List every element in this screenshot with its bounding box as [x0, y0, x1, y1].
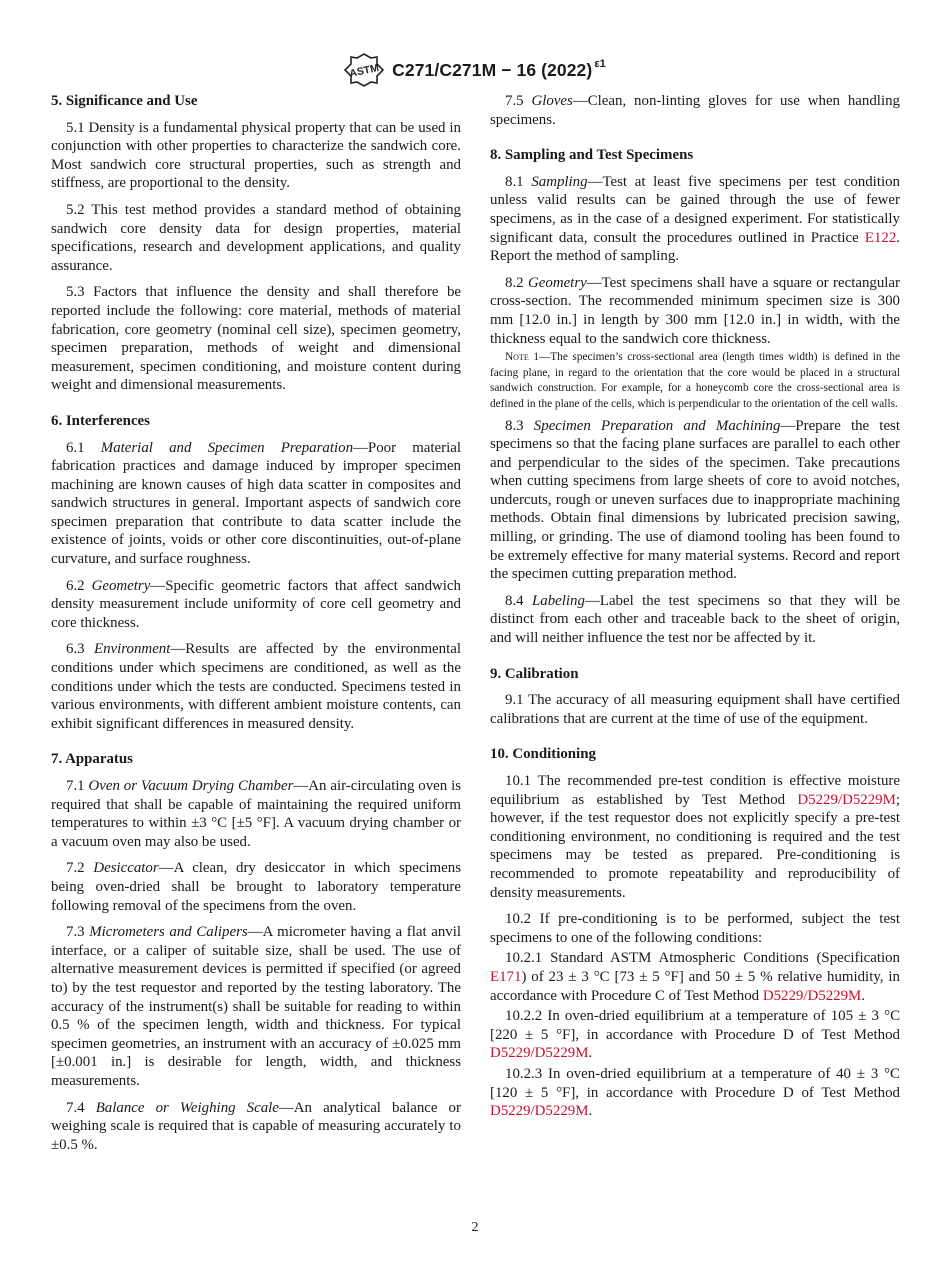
page-number: 2 [471, 1220, 479, 1235]
para-10-2-3: 10.2.3 In oven-dried equilibrium at a temperature of 40 ± 3 °C [120 ± 5 °F], in accordance with Procedure D of Test Method D5229/D5229M. [490, 1065, 900, 1120]
para-6-1: 6.1 Material and Specimen Preparation—Poor material fabrication practices and damage induced by improper specimen machining are known causes of high data scatter in composites and sandwich structures in general. Important aspects of sandwich core specimen preparation that contribute to data scatter include the existence of joints, voids or other core discontinuities, out-of-plane curvature, and surface roughness. [51, 439, 461, 568]
designation-text: C271/C271M − 16 (2022) [392, 59, 593, 80]
link-d5229-d[interactable]: D5229/D5229M [490, 1103, 589, 1120]
para-6-3: 6.3 Environment—Results are affected by the environmental conditions under which specimens are conditioned, as well as the conditions under which the tests are conducted. Specimens tested in various environments, with different ambient moisture contents, can exhibit significant differences in measured density. [51, 641, 461, 732]
para-5-3: 5.3 Factors that influence the density and shall therefore be reported include the following: core material, methods of material fabrication, core geometry (nominal cell size), specimen geometry, specimen preparation, methods of weight and dimensional measurement, specimen conditioning, and moisture content during weight and dimensional measurements. [51, 284, 461, 394]
para-5-2: 5.2 This test method provides a standard method of obtaining sandwich core density data for design properties, material specifications, research and development applications, and quality assurance. [51, 201, 461, 274]
section-10-heading: 10. Conditioning [490, 746, 596, 763]
astm-logo-icon [344, 53, 384, 87]
para-8-3: 8.3 Specimen Preparation and Machining—Prepare the test specimens so that the facing plane surfaces are parallel to each other and perpendicular to the sides of the specimen. Take precautions when cutting specimens from large sheets of core to avoid notches, undercuts, rough or uneven surfaces due to inappropriate machining methods. Obtain final dimensions by lubricated precision sawing, milling, or grinding. The use of diamond tooling has been found to be extremely effective for many material systems. Record and report the specimen cutting preparation method. [490, 417, 900, 583]
link-e122[interactable]: E122 [864, 229, 897, 246]
link-d5229-b[interactable]: D5229/D5229M [762, 987, 862, 1004]
section-5-heading: 5. Significance and Use [51, 93, 198, 109]
section-7-heading: 7. Apparatus [51, 751, 133, 768]
para-6-2: 6.2 Geometry—Specific geometric factors that affect sandwich density measurement include uniformity of core cell geometry and core thickness. [51, 577, 461, 631]
link-d5229-c[interactable]: D5229/D5229M [490, 1045, 589, 1062]
section-8-heading: 8. Sampling and Test Specimens [490, 147, 694, 164]
para-10-2-1: 10.2.1 Standard ASTM Atmospheric Conditions (Specification E171) of 23 ± 3 °C [73 ± 5 °F] and 50 ± 5 % relative humidity, in accordance with Procedure C of Test Method D5229/D5229M. [490, 950, 900, 1004]
para-8-2: 8.2 Geometry—Test specimens shall have a square or rectangular cross-section. The recommended minimum specimen size is 300 mm [12.0 in.] in length by 300 mm [12.0 in.] in width, with the thickness equal to the sandwich core thickness. [490, 274, 900, 347]
para-10-2: 10.2 If pre-conditioning is to be performed, subject the test specimens to one of the following conditions: [490, 911, 900, 946]
para-7-2: 7.2 Desiccator—A clean, dry desiccator in which specimens being oven-dried shall be brought to laboratory temperature following removal of the specimens from the oven. [51, 860, 461, 914]
para-10-1: 10.1 The recommended pre-test condition is effective moisture equilibrium as established by Test Method D5229/D5229M; however, if the test requestor does not explicitly specify a pre-test conditioning environment, no conditioning is required and the test specimens may be tested as prepared. Pre-conditioning is recommended to promote repeatability and reproducibility of density measurements. [490, 773, 900, 901]
para-7-4: 7.4 Balance or Weighing Scale—An analytical balance or weighing scale is required that is capable of measuring accurately to ±0.5 %. [51, 1099, 461, 1153]
link-d5229-a[interactable]: D5229/D5229M [797, 791, 896, 808]
right-column [490, 92, 900, 1123]
page-header [0, 52, 950, 88]
para-7-3: 7.3 Micrometers and Calipers—A micrometer having a flat anvil interface, or a caliper of suitable size, shall be used. The use of alternative measurement devices is permitted if specified (or agreed to) by the test requestor and reported by the testing laboratory. The accuracy of the instrument(s) shall be suitable for reading to within 0.5 % of the specimen length, width and thickness. For typical specimen geometries, an instrument with an accuracy of ±0.025 mm [±0.001 in.] is desirable for length, width, and thickness measurements. [51, 924, 461, 1089]
para-7-5: 7.5 Gloves—Clean, non-linting gloves for use when handling specimens. [490, 93, 900, 128]
epsilon-superscript: ε1 [594, 57, 606, 70]
para-9-1: 9.1 The accuracy of all measuring equipment shall have certified calibrations that are current at the time of use of the equipment. [490, 692, 900, 727]
section-6-heading: 6. Interferences [51, 412, 150, 429]
astm-logo-text: ASTM [348, 62, 381, 80]
left-column [51, 92, 461, 1162]
para-5-1: 5.1 Density is a fundamental physical property that can be used in conjunction with other properties to characterize the sandwich core. Most sandwich core structural properties, such as strength and stiffness, are proportional to the density. [51, 119, 461, 192]
link-e171[interactable]: E171 [490, 968, 522, 985]
para-7-1: 7.1 Oven or Vacuum Drying Chamber—An air-circulating oven is required that shall be capable of maintaining the required uniform temperatures to within ±3 °C [±5 °F]. A vacuum drying chamber or a vacuum oven may also be used. [51, 778, 461, 850]
para-8-1: 8.1 Sampling—Test at least five specimens per test condition unless valid results can be gained through the use of fewer specimens, as in the case of a designed experiment. For statistically significant data, consult the procedures outlined in Practice E122. Report the method of sampling. [490, 173, 900, 265]
para-8-4: 8.4 Labeling—Label the test specimens so that they will be distinct from each other and traceable back to the sheet of origin, and will neither influence the test nor be affected by it. [490, 592, 900, 647]
note-1-label: Note 1 [505, 351, 539, 364]
section-9-heading: 9. Calibration [490, 665, 579, 682]
document-designation [392, 57, 606, 81]
note-1: Note 1—The specimen’s cross-sectional area (length times width) is defined in the facing plane, in regard to the orientation that the core would be placed in a structural sandwich construction. For example, for a honeycomb core the cross-sectional area is defined in the plane of the cells, which is perpendicular to the orientation of the cell walls. [490, 351, 900, 410]
para-10-2-2: 10.2.2 In oven-dried equilibrium at a temperature of 105 ± 3 °C [220 ± 5 °F], in accordance with Procedure D of Test Method D5229/D5229M. [490, 1008, 900, 1062]
